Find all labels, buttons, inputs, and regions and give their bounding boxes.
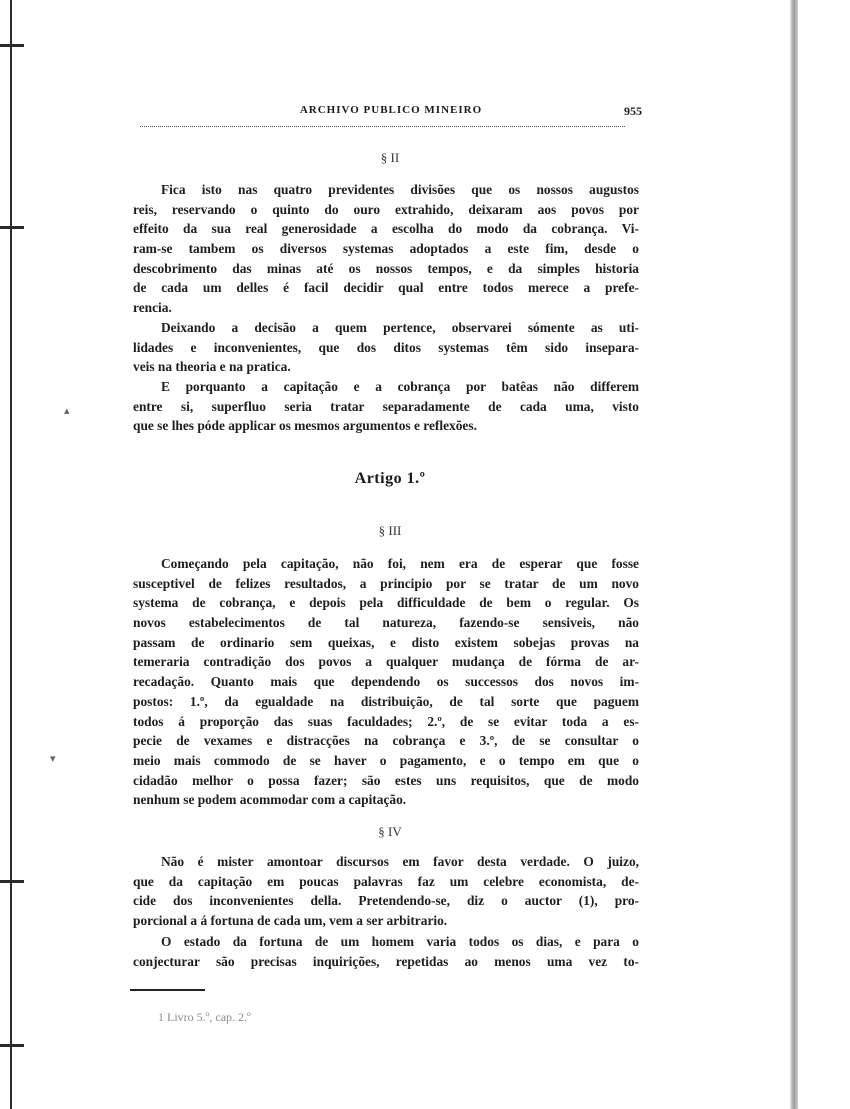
text-line: lidades e inconvenientes, que dos ditos systemas têm sido insepara- <box>133 339 639 355</box>
text-line: recadação. Quanto mais que dependendo os successos dos novos im- <box>133 674 639 690</box>
section-mark-ii: § II <box>380 150 400 165</box>
text-line: E porquanto a capitação e a cobrança por batêas não differem <box>161 379 639 394</box>
text-line: que se lhes póde applicar os mesmos argumentos e reflexões. <box>133 418 477 434</box>
text-line: passam de ordinario sem queixas, e disto existem sobejas provas na <box>133 634 639 650</box>
text-line: conjecturar são precisas inquirições, repetidas ao menos uma vez to- <box>133 953 639 969</box>
text-line: postos: 1.º, da egualdade na distribuição, de tal sorte que paguem <box>133 693 639 709</box>
binding-edge <box>10 0 12 1109</box>
paragraph-ii-2 <box>133 318 639 377</box>
text-line: pecie de vexames e distracções na cobrança e 3.º, de se consultar o <box>133 733 639 749</box>
text-line: cidadão melhor o possa fazer; são estes uns requisitos, que de modo <box>133 772 639 788</box>
binding-tick <box>0 880 24 883</box>
text-line: Começando pela capitação, não foi, nem era de esperar que fosse <box>161 556 639 571</box>
text-line: porcional a á fortuna de cada um, vem a ser arbitrario. <box>133 913 448 929</box>
text-line: nenhum se podem acommodar com a capitação. <box>133 792 407 808</box>
text-line: O estado da fortuna de um homem varia todos os dias, e para o <box>161 934 639 949</box>
text-line: entre si, superfluo seria tratar separadamente de cada uma, visto <box>133 398 639 414</box>
text-line: susceptivel de felizes resultados, a principio por se tratar de um novo <box>133 575 639 591</box>
paragraph-ii-3 <box>133 377 639 436</box>
binding-tick <box>0 1044 24 1047</box>
article-heading: Artigo 1.º <box>354 470 426 487</box>
footnote: 1 Livro 5.º, cap. 2.º <box>158 1010 251 1024</box>
text-line: systema de cobrança, e depois pela difficuldade de bem o regular. Os <box>133 595 639 611</box>
section-mark-iv: § IV <box>378 824 402 839</box>
page-edge-shadow <box>790 0 798 1109</box>
text-line: rencia. <box>133 300 172 316</box>
running-title: ARCHIVO PUBLICO MINEIRO <box>299 104 483 116</box>
paragraph-iii-1 <box>133 554 639 810</box>
text-line: descobrimento das minas até os nossos tempos, e da simples historia <box>133 260 639 276</box>
text-line: todos á proporção das suas faculdades; 2.º, de se evitar toda a es- <box>133 713 639 729</box>
binding-tick <box>0 44 24 47</box>
text-line: meio mais commodo de se haver o pagamento, e o tempo em que o <box>133 752 639 768</box>
text-line: Não é mister amontoar discursos em favor desta verdade. O juizo, <box>161 854 639 869</box>
paragraph-iv-1 <box>133 852 639 931</box>
text-line: que da capitação em poucas palavras faz um celebre economista, de- <box>133 873 639 889</box>
paragraph-iv-2 <box>133 932 639 971</box>
footnote-rule <box>130 989 205 991</box>
section-mark-iii: § III <box>378 523 402 538</box>
text-line: Deixando a decisão a quem pertence, observarei sómente as uti- <box>161 320 639 335</box>
binding-tick <box>0 226 24 229</box>
text-line: cide dos inconvenientes della. Pretendendo-se, diz o auctor (1), pro- <box>133 893 639 909</box>
text-line: de cada um delles é facil decidir qual entre todos merece a prefe- <box>133 280 639 296</box>
margin-mark: ▴ <box>64 404 70 417</box>
header-rule <box>140 126 625 127</box>
text-line: veis na theoria e na pratica. <box>133 359 291 375</box>
margin-mark: ▾ <box>50 752 56 765</box>
page-number: 955 <box>624 104 642 118</box>
text-line: reis, reservando o quinto do ouro extrahido, deixaram aos povos por <box>133 201 639 217</box>
paragraph-ii-1 <box>133 180 639 318</box>
running-header <box>140 104 642 124</box>
text-line: Fica isto nas quatro previdentes divisões que os nossos augustos <box>161 182 639 197</box>
text-line: novos estabelecimentos de tal natureza, fazendo-se sensiveis, não <box>133 615 639 631</box>
text-line: temeraria contradição dos povos a qualquer mudança de fórma de ar- <box>133 654 639 670</box>
text-line: effeito da sua real generosidade a escolha do modo da cobrança. Vi- <box>133 221 639 237</box>
text-line: ram-se tambem os diversos systemas adoptados a este fim, desde o <box>133 241 639 257</box>
